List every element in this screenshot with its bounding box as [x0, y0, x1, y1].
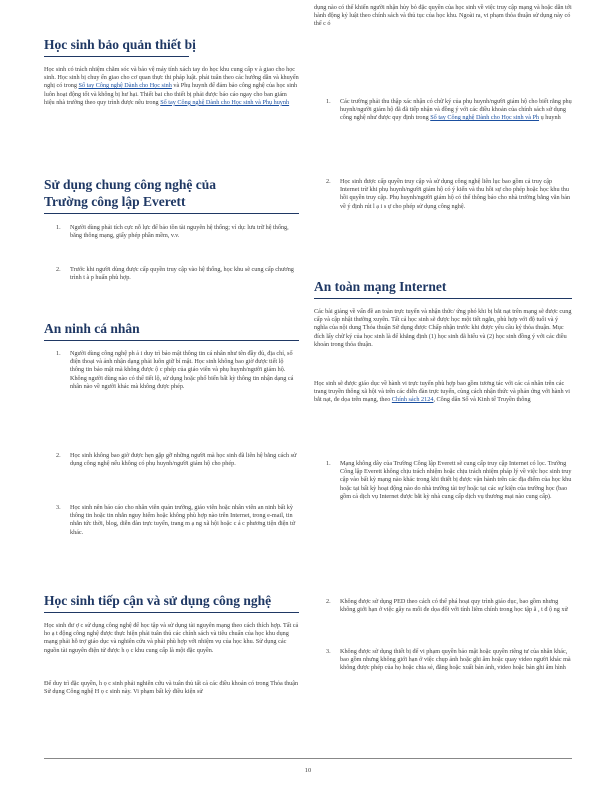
list-item: 1. Người dùng công nghệ ph ả i duy trì bảo mật thông tin cá nhân như tên đầy đủ, địa chỉ, số điện thoại và ảnh nhận dạng phải luôn giữ bí mật. Học sinh không bao giờ được tiết lộ thông tin bảo mật mà không được ộ c phép của giáo viên và phụ huynh/người giám hộ. Không người dùng nào có thể tiết lộ, sử dụng hoặc phổ biến bất kỳ thông tin nhận dạng cá nhân nào về người khác mà không được phép. [56, 350, 294, 390]
list-item: 3. Học sinh nên báo cáo cho nhân viên quản trường, giáo viên hoặc nhân viên an ninh bất kỳ thông tin hoặc tin nhắn nguy hiểm hoặc không phù hợp nào trên Internet, trong e-mail, tin nhắn tức thời, blog, diễn đàn trực tuyến, trang m ạ ng xã hội hoặc c á c phương tiện điện tử khác. [56, 504, 296, 536]
list-item: 3. Không được sử dụng thiết bị để vi phạm quyền bảo mật hoặc quyền riêng tư của nhân khác, bao gồm nhưng không giới hạn ở việc chụp ảnh hoặc ghi âm hoặc quay video người khác mà không được phép của họ hoặc chia sẻ, đăng hoặc xuất bản ảnh, video hoặc bản ghi âm hình [326, 648, 571, 672]
paragraph-internet-safety-2: Học sinh sẽ được giáo dục về hành vi trực tuyến phù hợp bao gồm tương tác với các cá nhân trên các trang truyền thông xã hội và trên các diễn đàn trực tuyến, cùng cách nhận thức và phản ứng với hành vi bắt nạt, đe dọa trên mạng, theo Chính sách 2124, Công dân Số và Kinh tế Truyền thông [314, 380, 570, 404]
list-item: 2. Học sinh không bao giờ được hẹn gặp gỡ những người mà học sinh đã liên hệ bằng cách sử dụng công nghệ nếu không có phụ huynh/người giám hộ cho phép. [56, 452, 297, 468]
paragraph-internet-safety: Các bài giảng về vấn đề an toàn trực tuyến và nhận thức/ ứng phó khi bị bắt nạt trên mạng sẽ được cung cấp và cập nhật thường xuyên. Tất cả học sinh sẽ được học một tiết ngắn, phù hợp với độ tuổi và ý nghĩa của nội dung Thỏa thuận Sử dụng được Chấp nhận trước khi được yêu cầu ký thỏa thuận. Mục đích lấy chữ ký của học sinh là để khẳng định (1) học sinh đã hiểu và (2) học sinh đồng ý với các điều khoản trong thỏa thuận. [314, 308, 572, 348]
footer-rule [44, 758, 572, 759]
list-item: 2. Trước khi người dùng được cấp quyền truy cập vào hệ thống, học khu sẽ cung cấp chương trình t à p huấn phù hợp. [56, 266, 294, 282]
list-item: 1. Mạng không dây của Trường Công lập Everett sẽ cung cấp truy cập Internet có lọc. Trường Công lập Everett không chịu trách nhiệm hoặc chịu trách nhiệm pháp lý về việc học sinh truy cập vào bất kỳ mạng nào khác trong khi thiết bị được vận hành trên các địa điểm của học khu hoặc tại bất kỳ hoạt động nào do nhà trường tài trợ hoặc tại các sự kiện của trường học (bao gồm cả dịch vụ Internet được bắt kỳ nhà cung cấp dịch vụ thương mại nào cung cấp). [326, 460, 572, 500]
link-tech-handbook[interactable]: Số tay Công nghệ Dành cho Học sinh [78, 82, 172, 90]
section-heading-shared-use: Sử dụng chung công nghệ của Trường công lập Everett [44, 176, 264, 210]
link-tech-handbook-2[interactable]: Số tay Công nghệ Dành cho Học sinh và Phụ huynh [160, 98, 290, 106]
link-policy-2124[interactable]: Chính sách 2124 [391, 396, 434, 404]
list-item: 1. Các trường phải thu thập xác nhận có chữ ký của phụ huynh/người giám hộ cho biết rằng phụ huynh/người giám hộ đã đã tiếp nhận và đồng ý với các điều khoản của chính sách sử dụng công nghệ như được quy định trong Số tay Công nghệ Dành cho Học sinh và Ph ụ huynh [326, 98, 572, 122]
section-heading-personal-security: An ninh cá nhân [44, 320, 244, 337]
page-number: 10 [304, 767, 312, 774]
section-heading-internet-safety: An toàn mạng Internet [314, 278, 514, 295]
list-item: 2. Học sinh được cấp quyền truy cập và sử dụng công nghệ liên lục bao gồm cả truy cập Internet trừ khi phụ huynh/người giám hộ có ý kiến và thu hồi sự cho phép hoặc học khu thu hồi quyền truy cập. Phụ huynh/người giám hộ có thể thông báo cho nhà trường bằng văn bản về ý định rút l ạ i s ự cho phép sử dụng công nghệ. [326, 178, 571, 210]
paragraph-student-access: Học sinh đư ợ c sử dụng công nghệ để học tập và sử dụng tài nguyên mạng theo cách thích hợp. Tất cả ho ạ t động công nghệ được thực hiện phải tuân thủ các chính sách và tiêu chuẩn của học khu dụng mạng phải hỗ trợ giáo dục và nghiên cứu và phải phù hợp với nhiệm vụ của học khu. Sử dụng các nguồn tài nguyên điện tử được h ọ c khu cung cấp là một đặc quyền. [44, 622, 299, 654]
list-item: 2. Không được sử dụng PED theo cách có thể phá hoại quy trình giáo dục, bao gồm nhưng không giới hạn ở việc gây ra mối đe dọa đối với tính liêm chính trong học tập ă , t đ ộ ng xử [326, 598, 568, 614]
paragraph-device-care: Học sinh có trách nhiệm chăm sóc và bảo vệ máy tính xách tay do học khu cung cấp v à giao cho học sinh. Học sinh bị chuy ển giao cho cơ quan thực thi pháp luật. phải tuân theo các hướng dẫn và khuyến nghị có trong Số tay Công nghệ Dành cho Học sinh và Phụ huynh để đảm bảo công nghệ của học sinh luôn hoạt động tốt và không bị hư hại. Thiết bai cho thiết bị phải được báo cáo ngay cho ban giám hiệu nhà trường theo quy trình được nêu trong Số tay Công nghệ Dành cho Học sinh và Phụ huynh [44, 66, 299, 106]
section-heading-device-care: Học sinh bảo quản thiết bị [44, 36, 264, 53]
paragraph-student-access-2: Để duy trì đặc quyền, h ọ c sinh phải nghiên cứu và tuân thủ tất cả các điều khoản có trong Thỏa thuận Sử dụng Công nghệ H ọ c sinh này. Vi phạm bất kỳ điều kiện sử [44, 680, 299, 696]
paragraph-continued: dụng nào có thể khiến người nhận hủy bỏ đặc quyền của học sinh về việc truy cập mạng và hoặc dẫn tới hành động kỷ luật theo chính sách và thủ tục của học khu. Ngoài ra, vi phạm thỏa thuận sử dụng này có thể c ó [314, 4, 572, 28]
link-tech-handbook-3[interactable]: Số tay Công nghệ Dành cho Học sinh và Ph [430, 114, 540, 122]
list-item: 1. Người dùng phải tích cực nỗ lực để bảo tồn tài nguyên hệ thống; ví dụ: lưu trữ hệ thống, băng thông mạng, giấy phép phần mềm, v.v. [56, 224, 289, 240]
section-heading-student-access: Học sinh tiếp cận và sử dụng công nghệ [44, 592, 299, 609]
